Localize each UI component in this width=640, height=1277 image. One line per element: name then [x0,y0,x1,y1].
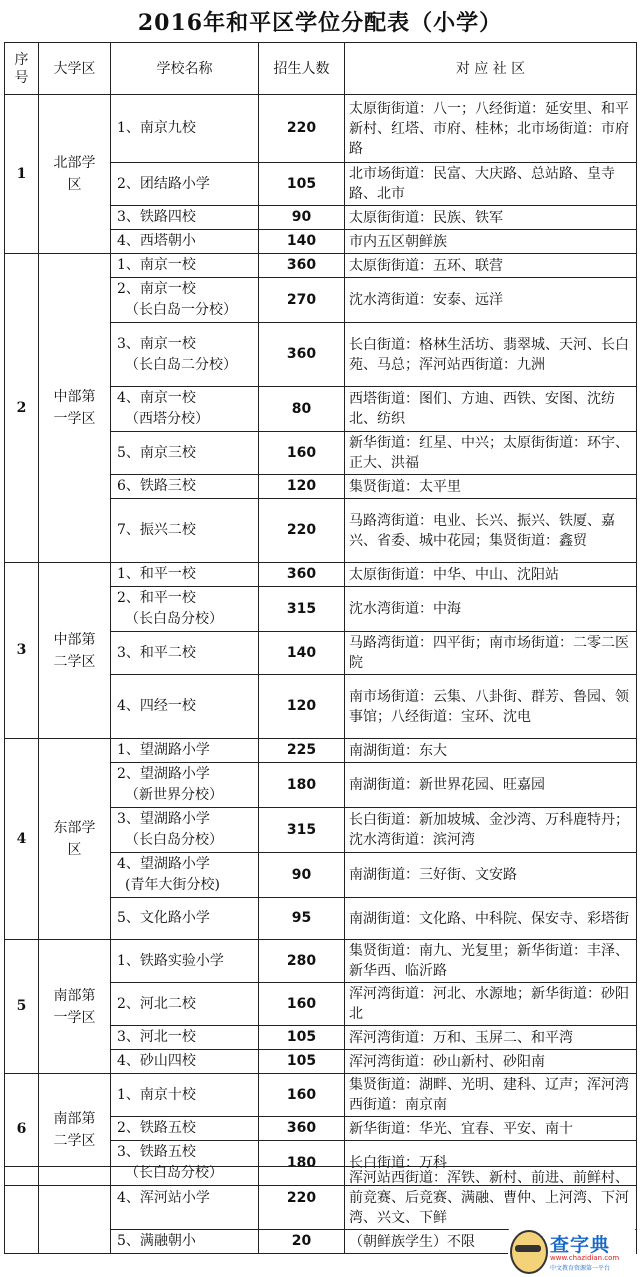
enrollment-count: 220 [259,1167,345,1230]
header-school: 学校名称 [111,43,259,95]
school-name-cell [111,1050,259,1074]
enrollment-count: 360 [259,254,345,278]
school-name-cell [111,95,259,163]
school-name: 3、铁路四校 [117,209,196,225]
community-cell: 太原街街道：五环、联营 [345,254,637,278]
community-cell: 浑河站西街道：浑铁、新村、前进、前鲜村、前竞赛、后竞赛、满融、曹仲、上河湾、下河湾、兴文、下鲜 [345,1167,637,1230]
community-cell: 南湖街道：新世界花园、旺嘉园 [345,763,637,808]
table-row [5,940,637,983]
community-cell: （朝鲜族学生）不限 [345,1230,637,1254]
header-seq: 序号 [5,43,39,95]
enrollment-count: 270 [259,278,345,323]
enrollment-count: 360 [259,563,345,587]
school-name: 2、团结路小学 [117,175,210,192]
table-row [5,95,637,163]
community-cell: 新华街道：红星、中兴；太原街街道：环宇、正大、洪福 [345,432,637,475]
enrollment-count: 160 [259,983,345,1026]
seq-cell: 6 [5,1074,39,1186]
header-count: 招生人数 [259,43,345,95]
community-cell: 集贤街道：湖畔、光明、建科、辽声；浑河湾西街道：南京南 [345,1074,637,1117]
community-cell: 马路湾街道：电业、长兴、振兴、铁厦、嘉兴、省委、城中花园；集贤街道：鑫贸 [345,499,637,563]
enrollment-count: 95 [259,898,345,940]
header-row [5,43,637,95]
enrollment-count: 360 [259,323,345,387]
school-name: 3、铁路五校 [117,1144,196,1160]
school-branch: （长白岛分校） [125,832,223,848]
seq-cell: 1 [5,95,39,254]
enrollment-count: 180 [259,1141,345,1186]
enrollment-count: 80 [259,387,345,432]
table-body [5,95,637,1186]
district-name: 中部第一学区 [53,389,96,427]
header-area: 对 应 社 区 [345,43,637,95]
table-row [5,1167,637,1230]
school-name: 6、铁路三校 [117,478,196,494]
seq-cell: 2 [5,254,39,563]
district-cell [39,739,111,940]
enrollment-count: 105 [259,1050,345,1074]
community-cell: 沈水湾街道：中海 [345,587,637,632]
table-row [5,563,637,587]
school-name: 2、铁路五校 [117,1120,196,1136]
school-name-cell [111,254,259,278]
school-name: 5、文化路小学 [117,910,210,926]
community-cell: 市内五区朝鲜族 [345,230,637,254]
community-cell: 南市场街道：云集、八卦街、群芳、鲁园、领事馆；八经街道：宝环、沈电 [345,675,637,739]
district-name: 南部第一学区 [53,987,96,1026]
enrollment-count: 90 [259,853,345,898]
school-branch: （长白岛分校） [125,611,223,627]
community-cell: 太原街街道：民族、铁军 [345,206,637,230]
enrollment-count: 140 [259,632,345,675]
enrollment-count: 160 [259,1074,345,1117]
school-name-cell [111,1167,259,1230]
school-name-cell [111,587,259,632]
school-name-cell [111,206,259,230]
seq-cell [5,1167,39,1254]
school-name: 2、和平一校 [117,590,196,606]
page-title: 2016年和平区学位分配表（小学） [137,10,503,36]
enrollment-count: 225 [259,739,345,763]
school-branch: （长白岛二分校） [125,356,237,373]
school-name: 4、浑河站小学 [117,1189,210,1206]
school-name: 4、望湖路小学 [117,856,210,872]
community-cell: 太原街街道：八一；八经街道：延安里、和平新村、红塔、市府、桂林；北市场街道：市府路 [345,95,637,163]
school-branch: (青年大街分校) [125,877,220,893]
community-cell: 集贤街道：太平里 [345,475,637,499]
community-cell: 南湖街道：文化路、中科院、保安寺、彩塔街 [345,898,637,940]
community-cell: 浑河湾街道：砂山新村、砂阳南 [345,1050,637,1074]
district-cell [39,95,111,254]
district-cell [39,940,111,1074]
logo-slogan: 中文教育资源第一平台 [550,1265,611,1272]
school-name: 1、南京十校 [117,1086,196,1103]
school-name-cell [111,1026,259,1050]
school-name: 4、砂山四校 [117,1053,196,1069]
enrollment-count: 90 [259,206,345,230]
enrollment-count: 120 [259,475,345,499]
community-cell: 浑河湾街道：河北、水源地；新华街道：砂阳北 [345,983,637,1026]
school-branch: （长白岛分校） [125,1165,223,1181]
school-name-cell [111,278,259,323]
enrollment-count: 220 [259,95,345,163]
mascot-icon [510,1230,548,1274]
school-name-cell [111,387,259,432]
enrollment-count: 20 [259,1230,345,1254]
school-name-cell [111,163,259,206]
school-name: 7、振兴二校 [117,522,196,538]
school-name: 4、南京一校 [117,390,196,406]
school-name-cell [111,230,259,254]
community-cell: 长白街道：格林生活坊、翡翠城、天河、长白苑、马总；浑河站西街道：九洲 [345,323,637,387]
enrollment-count: 105 [259,1026,345,1050]
community-cell: 浑河湾街道：万和、玉屏二、和平湾 [345,1026,637,1050]
school-branch: （长白岛一分校） [125,302,237,318]
school-name: 4、四经一校 [117,698,196,714]
seq-cell: 4 [5,739,39,940]
enrollment-count: 120 [259,675,345,739]
school-name: 1、和平一校 [117,566,196,582]
logo-brand: 查字典 [550,1234,611,1256]
community-cell: 长白街道：万科 [345,1141,637,1186]
table-row [5,1074,637,1117]
table-row [5,739,637,763]
school-branch: （新世界分校） [125,787,223,803]
district-cell [39,254,111,563]
enrollment-count: 360 [259,1117,345,1141]
school-name: 3、和平二校 [117,644,196,661]
school-name: 5、南京三校 [117,444,196,461]
school-name-cell [111,1230,259,1254]
enrollment-count: 180 [259,763,345,808]
table-row [5,254,637,278]
allocation-table [4,42,637,1186]
school-name-cell [111,853,259,898]
school-name: 2、南京一校 [117,281,196,297]
header-district: 大学区 [39,43,111,95]
school-name-cell [111,898,259,940]
school-name: 4、西塔朝小 [117,233,196,249]
school-name: 1、南京九校 [117,120,196,136]
district-name: 南部第二学区 [53,1110,96,1149]
community-cell: 长白街道：新加坡城、金沙湾、万科鹿特丹；沈水湾街道：滨河湾 [345,808,637,853]
school-name-cell [111,940,259,983]
school-name-cell [111,763,259,808]
school-branch: （西塔分校） [125,411,209,427]
enrollment-count: 140 [259,230,345,254]
school-name-cell [111,983,259,1026]
enrollment-count: 315 [259,808,345,853]
seq-cell: 3 [5,563,39,739]
school-name: 5、满融朝小 [117,1233,196,1249]
enrollment-count: 105 [259,163,345,206]
school-name-cell [111,632,259,675]
school-name: 3、南京一校 [117,335,196,352]
community-cell: 北市场街道：民富、大庆路、总站路、皇寺路、北市 [345,163,637,206]
district-name: 北部学区 [53,155,96,193]
school-name-cell [111,432,259,475]
seq-cell: 5 [5,940,39,1074]
community-cell: 西塔街道：图们、方迪、西铁、安图、沈纺北、纺织 [345,387,637,432]
district-name: 中部第二学区 [53,631,96,670]
school-name-cell [111,739,259,763]
school-name: 1、铁路实验小学 [117,952,224,969]
enrollment-count: 315 [259,587,345,632]
logo-url: www.chazidian.com [550,1254,620,1262]
school-name: 2、河北二校 [117,995,196,1012]
school-name: 3、望湖路小学 [117,811,210,827]
community-cell: 集贤街道：南九、光复里；新华街道：丰泽、新华西、临沂路 [345,940,637,983]
school-name-cell [111,675,259,739]
district-cell [39,563,111,739]
school-name-cell [111,563,259,587]
school-name: 1、望湖路小学 [117,742,210,758]
school-name: 1、南京一校 [117,257,196,273]
community-cell: 马路湾街道：四平街；南市场街道：二零二医院 [345,632,637,675]
enrollment-count: 280 [259,940,345,983]
community-cell: 新华街道：华光、宜春、平安、南十 [345,1117,637,1141]
school-name: 3、河北一校 [117,1029,196,1045]
school-name-cell [111,808,259,853]
enrollment-count: 160 [259,432,345,475]
school-name-cell [111,1117,259,1141]
district-name: 东部学区 [53,820,96,858]
community-cell: 南湖街道：东大 [345,739,637,763]
enrollment-count: 220 [259,499,345,563]
community-cell: 太原街街道：中华、中山、沈阳站 [345,563,637,587]
school-name-cell [111,323,259,387]
school-name-cell [111,1074,259,1117]
community-cell: 南湖街道：三好街、文安路 [345,853,637,898]
community-cell: 沈水湾街道：安泰、远洋 [345,278,637,323]
district-cell [39,1167,111,1254]
school-name-cell [111,475,259,499]
chazidian-logo [508,1228,636,1274]
school-name: 2、望湖路小学 [117,766,210,782]
school-name-cell [111,499,259,563]
